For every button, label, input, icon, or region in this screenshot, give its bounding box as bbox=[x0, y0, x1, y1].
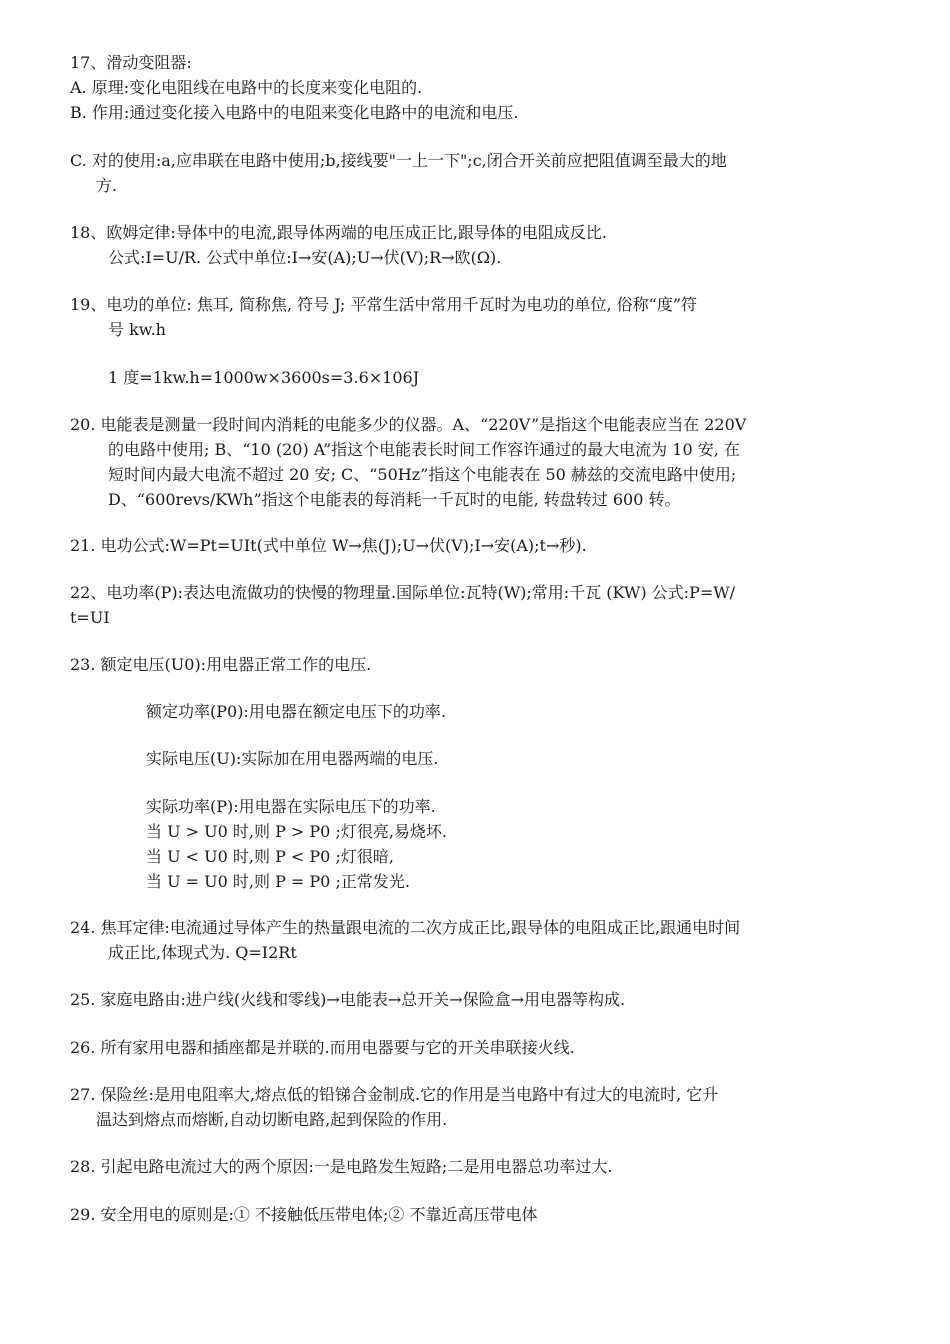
item-24-text: 24. 焦耳定律:电流通过导体产生的热量跟电流的二次方成正比,跟导体的电阻成正比,跟通电时间 bbox=[70, 918, 741, 937]
item-21-text: 21. 电功公式:W=Pt=UIt(式中单位 W→焦(J);U→伏(V);I→安(A);t→秒). bbox=[70, 536, 587, 555]
item-24-cont: 成正比,体现式为. Q=I2Rt bbox=[108, 943, 297, 962]
item-23-rated-voltage: 23. 额定电压(U0):用电器正常工作的电压. bbox=[70, 655, 372, 674]
item-17-c: C. 对的使用:a,应串联在电路中使用;b,接线要"一上一下";c,闭合开关前应把阻值调至最大的地 bbox=[70, 151, 727, 170]
item-20-cont-2: 短时间内最大电流不超过 20 安; C、“50Hz”指这个电能表在 50 赫兹的交流电路中使用; bbox=[108, 465, 737, 484]
item-18-formula: 公式:I=U/R. 公式中单位:I→安(A);U→伏(V);R→欧(Ω). bbox=[108, 248, 502, 267]
item-23-actual-power: 实际功率(P):用电器在实际电压下的功率. bbox=[146, 797, 436, 816]
item-22-text: 22、电功率(P):表达电流做功的快慢的物理量.国际单位:瓦特(W);常用:千瓦 (KW) 公式:P=W/ bbox=[70, 583, 736, 602]
item-20-cont-3: D、“600revs/KWh”指这个电能表的每消耗一千瓦时的电能, 转盘转过 600 转。 bbox=[108, 490, 681, 509]
item-26-text: 26. 所有家用电器和插座都是并联的.而用电器要与它的开关串联接火线. bbox=[70, 1038, 575, 1057]
item-23-case-equal: 当 U = U0 时,则 P = P0 ;正常发光. bbox=[146, 872, 410, 891]
item-27-cont: 温达到熔点而熔断,自动切断电路,起到保险的作用. bbox=[96, 1110, 448, 1129]
item-29-text: 29. 安全用电的原则是:① 不接触低压带电体;② 不靠近高压带电体 bbox=[70, 1205, 538, 1224]
item-17-heading: 17、滑动变阻器: bbox=[70, 53, 192, 72]
item-23-case-greater: 当 U > U0 时,则 P > P0 ;灯很亮,易烧坏. bbox=[146, 822, 448, 841]
item-23-actual-voltage: 实际电压(U):实际加在用电器两端的电压. bbox=[146, 749, 439, 768]
item-19-cont: 号 kw.h bbox=[108, 320, 166, 339]
item-23-case-less: 当 U < U0 时,则 P < P0 ;灯很暗, bbox=[146, 847, 394, 866]
item-17-b: B. 作用:通过变化接入电路中的电阻来变化电路中的电流和电压. bbox=[70, 103, 519, 122]
item-20-cont-1: 的电路中使用; B、“10 (20) A”指这个电能表长时间工作容许通过的最大电流为 10 安, 在 bbox=[108, 440, 740, 459]
item-27-text: 27. 保险丝:是用电阻率大,熔点低的铅锑合金制成.它的作用是当电路中有过大的电流时, 它升 bbox=[70, 1085, 719, 1104]
item-22-cont: t=UI bbox=[70, 608, 110, 627]
item-28-text: 28. 引起电路电流过大的两个原因:一是电路发生短路;二是用电器总功率过大. bbox=[70, 1157, 613, 1176]
item-20-text: 20. 电能表是测量一段时间内消耗的电能多少的仪器。A、“220V”是指这个电能表应当在 220V bbox=[70, 415, 747, 434]
item-23-rated-power: 额定功率(P0):用电器在额定电压下的功率. bbox=[146, 702, 446, 721]
item-18-text: 18、欧姆定律:导体中的电流,跟导体两端的电压成正比,跟导体的电阻成反比. bbox=[70, 223, 608, 242]
item-25-text: 25. 家庭电路由:进户线(火线和零线)→电能表→总开关→保险盒→用电器等构成. bbox=[70, 990, 626, 1009]
item-17-a: A. 原理:变化电阻线在电路中的长度来变化电阻的. bbox=[70, 78, 423, 97]
item-17-c-cont: 方. bbox=[96, 176, 118, 195]
item-19-text: 19、电功的单位: 焦耳, 简称焦, 符号 J; 平常生活中常用千瓦时为电功的单位, 俗称“度”符 bbox=[70, 295, 698, 314]
item-19-formula: 1 度=1kw.h=1000w×3600s=3.6×106J bbox=[108, 368, 420, 387]
